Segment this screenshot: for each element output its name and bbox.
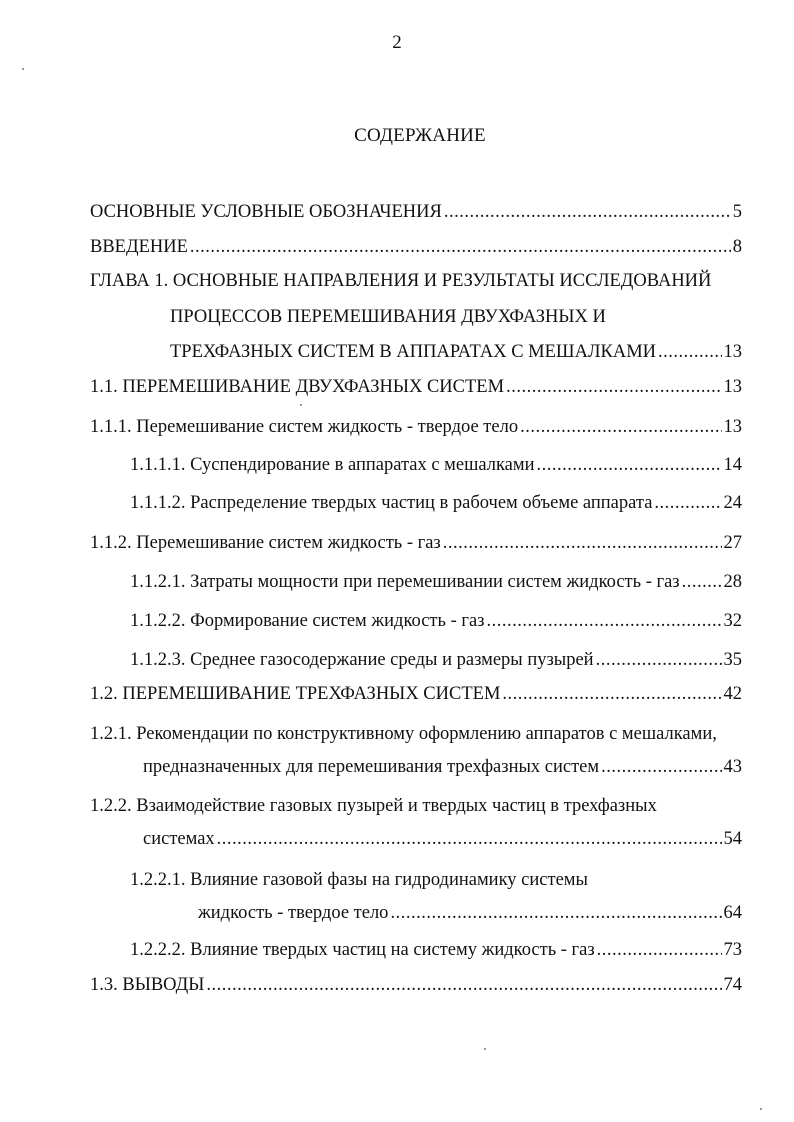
toc-entry-introduction[interactable] bbox=[90, 237, 742, 263]
dot-leader bbox=[390, 903, 721, 924]
dot-leader bbox=[658, 342, 721, 363]
dot-leader bbox=[682, 572, 722, 593]
toc-entry-label: 1.1.2. Перемешивание систем жидкость - газ bbox=[90, 533, 441, 553]
toc-page-number: 8 bbox=[732, 237, 742, 257]
dot-leader bbox=[486, 611, 721, 632]
toc-page-number: 42 bbox=[723, 684, 742, 704]
toc-entry-label: 1.3. ВЫВОДЫ bbox=[90, 975, 205, 995]
scan-speck bbox=[22, 68, 24, 70]
dot-leader bbox=[206, 975, 721, 996]
toc-page-number: 13 bbox=[723, 417, 742, 437]
dot-leader bbox=[596, 650, 722, 671]
toc-entry-label: системах bbox=[143, 829, 215, 849]
dot-leader bbox=[217, 829, 722, 850]
toc-entry-1-2-1-line1[interactable]: 1.2.1. Рекомендации по конструктивному оформлению аппаратов с мешалками, bbox=[90, 724, 717, 744]
toc-page-number: 14 bbox=[723, 455, 742, 475]
toc-page-number: 5 bbox=[732, 202, 742, 222]
toc-entry-1-1-1[interactable] bbox=[90, 417, 742, 443]
toc-page-number: 73 bbox=[723, 940, 742, 960]
scan-speck bbox=[760, 1108, 762, 1110]
toc-entry-1-2-2-1-line1[interactable]: 1.2.2.1. Влияние газовой фазы на гидродинамику системы bbox=[130, 870, 588, 890]
dot-leader bbox=[502, 684, 721, 705]
toc-page-number: 54 bbox=[723, 829, 742, 849]
toc-entry-label: 1.1.1.2. Распределение твердых частиц в рабочем объеме аппарата bbox=[130, 493, 653, 513]
toc-page-number: 13 bbox=[723, 342, 742, 362]
dot-leader bbox=[444, 202, 731, 223]
toc-entry-1-2-1[interactable] bbox=[143, 757, 742, 783]
toc-entry-1-2-2[interactable] bbox=[143, 829, 742, 855]
toc-entry-1-2-2-line1[interactable]: 1.2.2. Взаимодействие газовых пузырей и твердых частиц в трехфазных bbox=[90, 796, 657, 816]
toc-entry-1-2-2-1[interactable] bbox=[198, 903, 742, 929]
toc-page-number: 24 bbox=[723, 493, 742, 513]
toc-title: СОДЕРЖАНИЕ bbox=[354, 125, 486, 146]
dot-leader bbox=[506, 377, 721, 398]
dot-leader bbox=[190, 237, 731, 258]
toc-entry-1-1[interactable] bbox=[90, 377, 742, 403]
toc-entry-label: жидкость - твердое тело bbox=[198, 903, 389, 923]
toc-page-number: 28 bbox=[723, 572, 742, 592]
toc-page-number: 27 bbox=[723, 533, 742, 553]
toc-entry-label: ОСНОВНЫЕ УСЛОВНЫЕ ОБОЗНАЧЕНИЯ bbox=[90, 202, 442, 222]
toc-entry-notation[interactable] bbox=[90, 202, 742, 228]
toc-entry-1-3[interactable] bbox=[90, 975, 742, 1001]
dot-leader bbox=[520, 417, 721, 438]
page-number: 2 bbox=[392, 32, 402, 53]
toc-entry-chapter1[interactable] bbox=[170, 342, 742, 368]
toc-page-number: 32 bbox=[723, 611, 742, 631]
toc-entry-1-2[interactable] bbox=[90, 684, 742, 710]
toc-entry-label: 1.1.1.1. Суспендирование в аппаратах с мешалками bbox=[130, 455, 535, 475]
toc-entry-chapter1-line1[interactable]: ГЛАВА 1. ОСНОВНЫЕ НАПРАВЛЕНИЯ И РЕЗУЛЬТАТЫ ИССЛЕДОВАНИЙ bbox=[90, 271, 712, 291]
toc-entry-chapter1-line2[interactable]: ПРОЦЕССОВ ПЕРЕМЕШИВАНИЯ ДВУХФАЗНЫХ И bbox=[170, 307, 606, 327]
toc-page-number: 35 bbox=[723, 650, 742, 670]
scan-speck bbox=[484, 1048, 486, 1050]
toc-page-number: 43 bbox=[723, 757, 742, 777]
toc-entry-label: 1.1.2.1. Затраты мощности при перемешивании систем жидкость - газ bbox=[130, 572, 680, 592]
dot-leader bbox=[443, 533, 722, 554]
toc-entry-1-1-2-1[interactable] bbox=[130, 572, 742, 598]
toc-entry-label: 1.2. ПЕРЕМЕШИВАНИЕ ТРЕХФАЗНЫХ СИСТЕМ bbox=[90, 684, 501, 704]
toc-entry-1-1-2-3[interactable] bbox=[130, 650, 742, 676]
toc-entry-label: 1.1.1. Перемешивание систем жидкость - твердое тело bbox=[90, 417, 519, 437]
scan-speck bbox=[300, 404, 302, 406]
toc-entry-label: 1.1. ПЕРЕМЕШИВАНИЕ ДВУХФАЗНЫХ СИСТЕМ bbox=[90, 377, 505, 397]
toc-page-number: 74 bbox=[723, 975, 742, 995]
dot-leader bbox=[536, 455, 721, 476]
toc-entry-1-1-1-2[interactable] bbox=[130, 493, 742, 519]
toc-entry-1-1-2[interactable] bbox=[90, 533, 742, 559]
toc-entry-label: ВВЕДЕНИЕ bbox=[90, 237, 188, 257]
toc-entry-label: 1.1.2.3. Среднее газосодержание среды и размеры пузырей bbox=[130, 650, 594, 670]
dot-leader bbox=[654, 493, 721, 514]
toc-entry-1-1-2-2[interactable] bbox=[130, 611, 742, 637]
toc-page-number: 13 bbox=[723, 377, 742, 397]
dot-leader bbox=[601, 757, 721, 778]
toc-page-number: 64 bbox=[723, 903, 742, 923]
toc-entry-1-1-1-1[interactable] bbox=[130, 455, 742, 481]
toc-entry-label: 1.2.2.2. Влияние твердых частиц на систему жидкость - газ bbox=[130, 940, 595, 960]
toc-entry-label: 1.1.2.2. Формирование систем жидкость - газ bbox=[130, 611, 485, 631]
toc-entry-label: предназначенных для перемешивания трехфазных систем bbox=[143, 757, 600, 777]
toc-entry-1-2-2-2[interactable] bbox=[130, 940, 742, 966]
dot-leader bbox=[597, 940, 722, 961]
toc-entry-label: ТРЕХФАЗНЫХ СИСТЕМ В АППАРАТАХ С МЕШАЛКАМИ bbox=[170, 342, 657, 362]
